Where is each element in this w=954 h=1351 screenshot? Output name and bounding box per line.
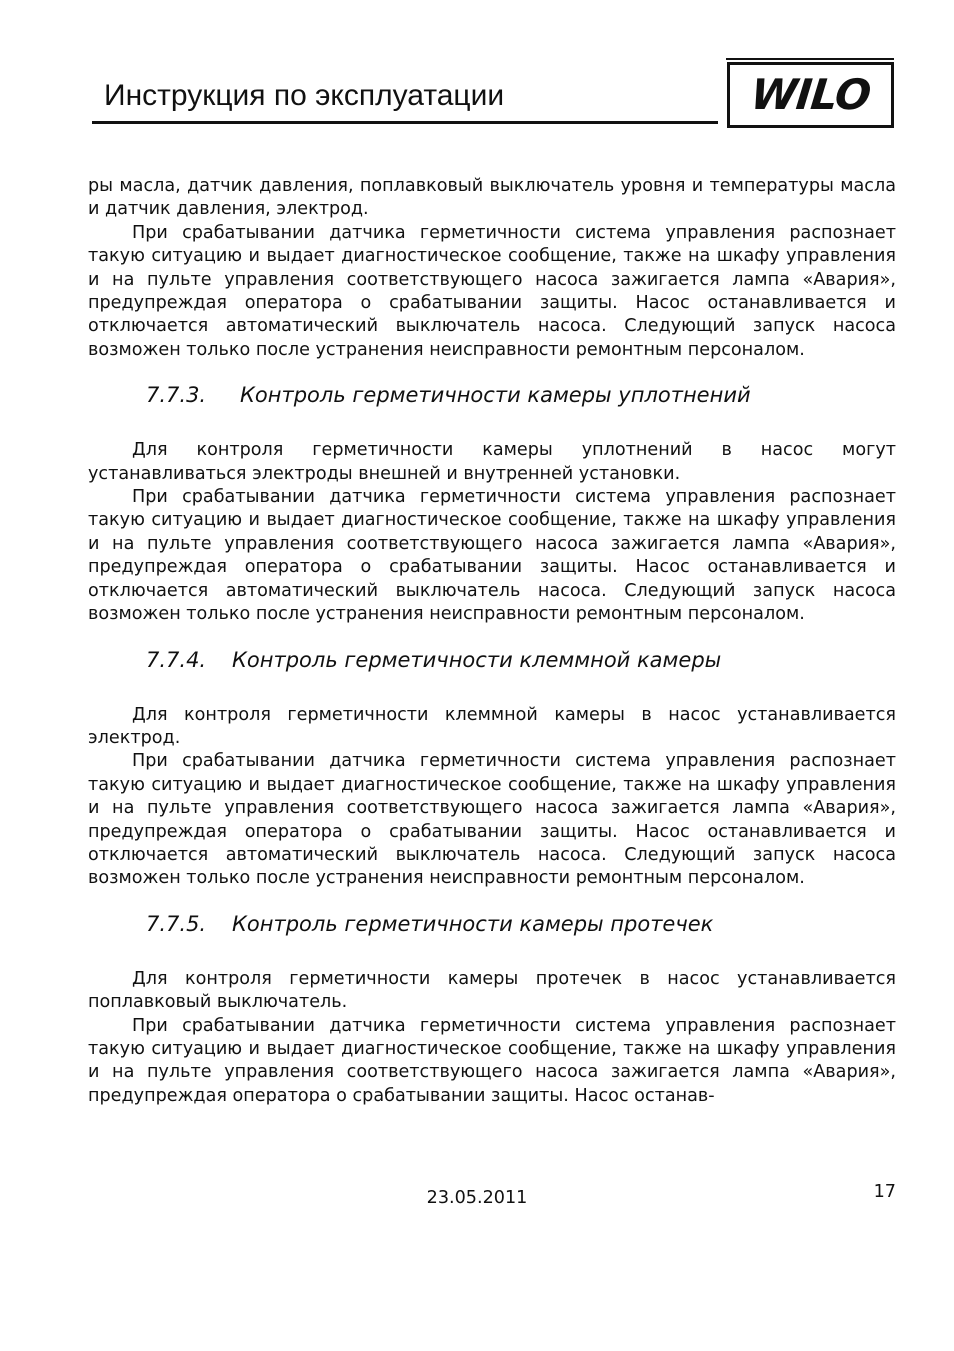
section-number: 7.7.5.: [146, 911, 207, 936]
document-body: [88, 175, 896, 1108]
section-title: Контроль герметичности камеры протечек: [232, 911, 714, 936]
document-title: Инструкция по эксплуатации: [104, 79, 505, 112]
wilo-logo: [727, 62, 894, 128]
footer-date: 23.05.2011: [426, 1188, 528, 1208]
header-underline: [92, 121, 718, 124]
section-title: Контроль герметичности клеммной камеры: [232, 647, 722, 672]
section-title: Контроль герметичности камеры уплотнений: [240, 383, 751, 408]
section-number: 7.7.3.: [146, 383, 207, 408]
section-7-7-4-paragraph-2: При срабатывании датчика герметичности система управления распознает такую ситуацию и выдает диагностическое сообщение, также на шкафу управления и на пульте управления соответствующего насоса зажигается лампа «Авария», предупреждая оператора о срабатывании защиты. Насос останавливается и отключается автоматический выключатель насоса. Следующий запуск насоса возможен только после устранения неисправности ремонтным персоналом.: [88, 751, 896, 889]
section-heading-7-7-4: [88, 646, 896, 674]
section-7-7-5-paragraph-1: Для контроля герметичности камеры протечек в насос устанавливается поплавковый выключатель.: [88, 968, 896, 1013]
section-number: 7.7.4.: [146, 647, 207, 672]
intro-paragraph-2: При срабатывании датчика герметичности система управления распознает такую ситуацию и выдает диагностическое сообщение, также на шкафу управления и на пульте управления соответствующего насоса зажигается лампа «Авария», предупреждая оператора о срабатывании защиты. Насос останавливается и отключается автоматический выключатель насоса. Следующий запуск насоса возможен только после устранения неисправности ремонтным персоналом.: [88, 222, 896, 360]
section-heading-7-7-3: [88, 381, 896, 409]
section-7-7-3-paragraph-2: При срабатывании датчика герметичности система управления распознает такую ситуацию и выдает диагностическое сообщение, также на шкафу управления и на пульте управления соответствующего насоса зажигается лампа «Авария», предупреждая оператора о срабатывании защиты. Насос останавливается и отключается автоматический выключатель насоса. Следующий запуск насоса возможен только после устранения неисправности ремонтным персоналом.: [88, 487, 896, 625]
logo-top-line: [726, 58, 894, 60]
page-number: 17: [873, 1182, 896, 1202]
logo-text: WILO: [748, 70, 873, 119]
section-7-7-4-paragraph-1: Для контроля герметичности клеммной камеры в насос устанавливается электрод.: [88, 704, 896, 748]
section-heading-7-7-5: [88, 910, 896, 938]
section-7-7-5-paragraph-2: При срабатывании датчика герметичности система управления распознает такую ситуацию и выдает диагностическое сообщение, также на шкафу управления и на пульте управления соответствующего насоса зажигается лампа «Авария», предупреждая оператора о срабатывании защиты. Насос останав-: [88, 1015, 896, 1106]
section-7-7-3-paragraph-1: Для контроля герметичности камеры уплотнений в насос могут устанавливаться электроды внешней и внутренней установки.: [88, 440, 896, 484]
intro-paragraph-1: ры масла, датчик давления, поплавковый выключатель уровня и температуры масла и датчик давления, электрод.: [88, 176, 896, 220]
